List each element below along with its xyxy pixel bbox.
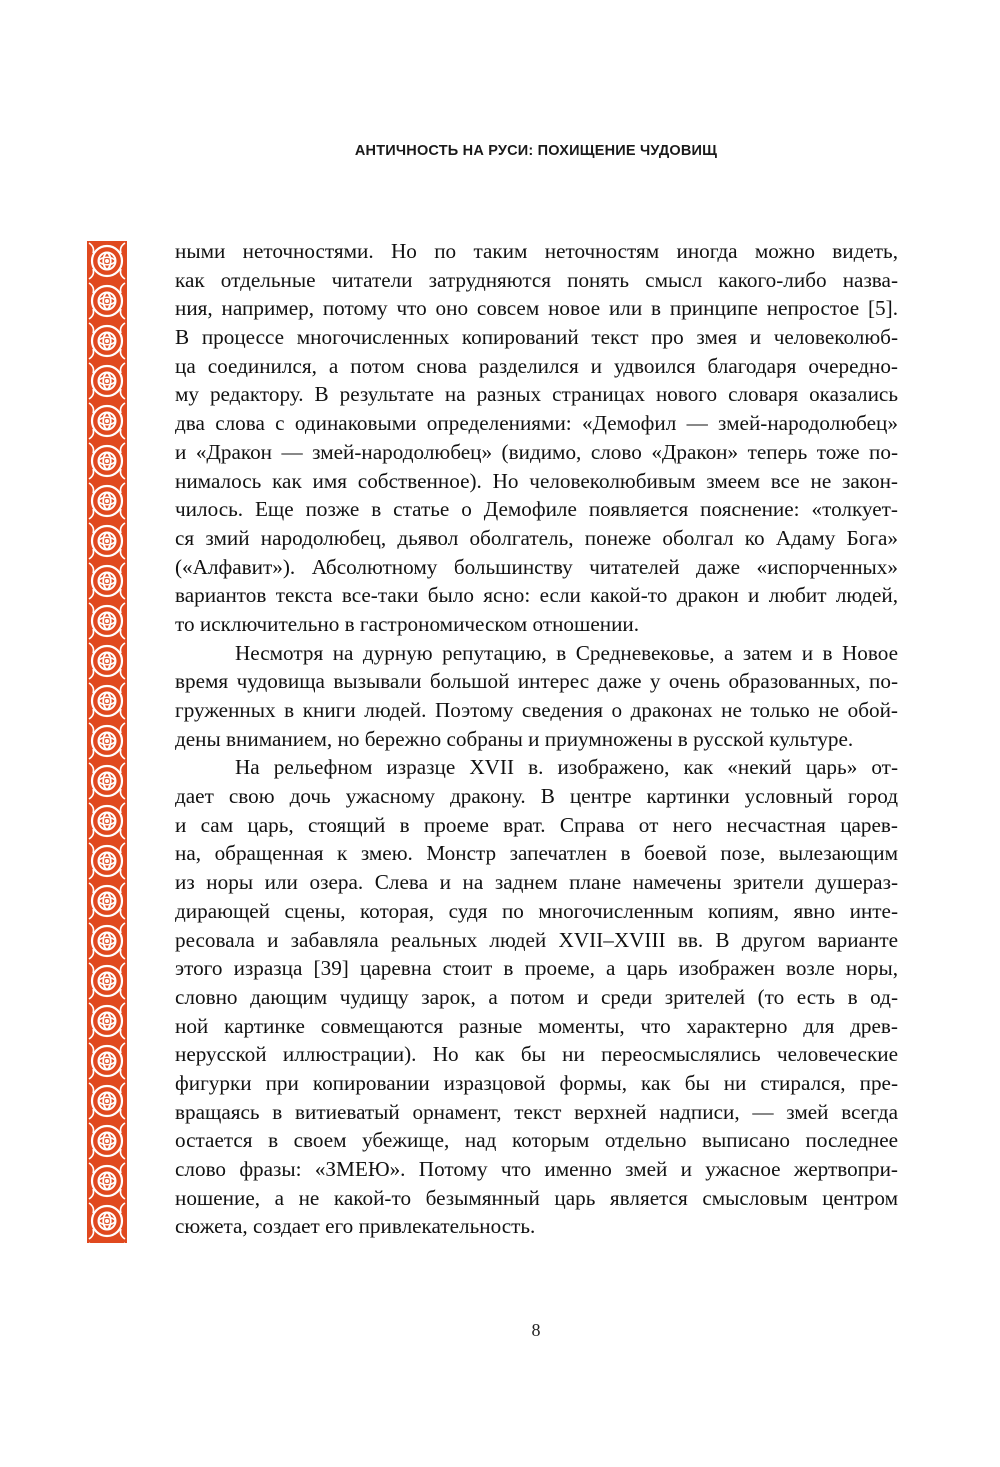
text-line: ца соединился, а потом снова разделился и удвоился благодаря очередно- [175,353,898,378]
text-line: сюжета, создает его привлекательность. [175,1214,536,1239]
page-number: 8 [531,1320,541,1340]
text-line: В процессе многочисленных копирований текст про змея и человеколюб- [175,325,898,350]
ornament-border-icon [87,241,127,1243]
body-text [175,237,898,1241]
text-line: дает свою дочь ужасному дракону. В центре картинки условный город [175,784,898,809]
text-line: вариантов текста все-таки было ясно: если какой-то дракон и любит людей, [175,583,898,608]
text-line: словно дающим чудищу зарок, а потом и среди зрителей (то есть в од- [175,984,898,1009]
text-line: то исключительно в гастрономическом отношении. [175,611,640,636]
text-line: На рельефном изразце XVII в. изображено, как «некий царь» от- [235,755,898,780]
text-line: дирающей сцены, которая, судя по многочисленным копиям, явно инте- [175,898,898,923]
text-line: му редактору. В результате на разных страницах нового словаря оказались [175,382,898,407]
paragraph [175,753,898,1241]
text-line: из норы или озера. Слева и на заднем плане намечены зрители душераз- [175,870,898,895]
text-line: ной картинке совмещаются разные моменты, что характерно для древ- [175,1013,898,1038]
text-line: и «Дракон — змей-народолюбец» (видимо, слово «Дракон» теперь тоже по- [175,439,898,464]
text-line: на, обращенная к змею. Монстр запечатлен в боевой позе, вылезающим [175,841,898,866]
text-line: вращаясь в витиеватый орнамент, текст верхней надписи, — змей всегда [175,1099,898,1124]
text-line: ношение, а не какой-то безымянный царь является смысловым центром [175,1185,898,1210]
text-line: ресовала и забавляла реальных людей XVII–XVIII вв. В другом варианте [175,927,898,952]
text-line: чилось. Еще позже в статье о Демофиле появляется пояснение: «толкует- [175,497,898,522]
text-line: нималось как имя собственное). Но человеколюбивым змеем все не закон- [175,468,898,493]
text-line: дены вниманием, но бережно собраны и приумножены в русской культуре. [175,726,854,751]
text-line: и сам царь, стоящий в проеме врат. Справа от него несчастная царев- [175,812,898,837]
text-line: ными неточностями. Но по таким неточностям иногда можно видеть, [175,239,898,263]
text-line: время чудовища вызывали большой интерес даже у очень образованных, по- [175,669,898,694]
paragraph [175,237,898,639]
text-line: («Алфавит»). Абсолютному большинству читателей даже «испорченных» [175,554,898,579]
text-line: два слова с одинаковыми определениями: «Демофил — змей-народолюбец» [175,411,898,436]
text-line: остается в своем убежище, над которым отдельно выписано последнее [175,1128,898,1153]
running-head: АНТИЧНОСТЬ НА РУСИ: ПОХИЩЕНИЕ ЧУДОВИЩ [354,143,718,159]
text-line: слово фразы: «ЗМЕЮ». Потому что именно змей и ужасное жертвопри- [175,1157,898,1181]
text-line: Несмотря на дурную репутацию, в Средневековье, а затем и в Новое [235,640,898,665]
text-line: фигурки при копировании изразцовой формы, как бы ни стирался, пре- [175,1070,898,1095]
text-line: как отдельные читатели затрудняются понять смысл какого-либо назва- [175,267,898,292]
text-line: этого изразца [39] царевна стоит в проеме, а царь изображен возле норы, [175,956,898,981]
text-line: ся змий народолюбец, дьявол оболгатель, понеже оболгал ко Адаму Бога» [175,525,898,550]
text-line: нерусской иллюстрации). Но как бы ни переосмыслялись человеческие [175,1042,898,1067]
paragraph [175,639,898,754]
text-line: ния, например, потому что оно совсем новое или в принципе непростое [5]. [175,296,898,321]
text-line: груженных в книги людей. Поэтому сведения о драконах не только не обой- [175,698,898,722]
